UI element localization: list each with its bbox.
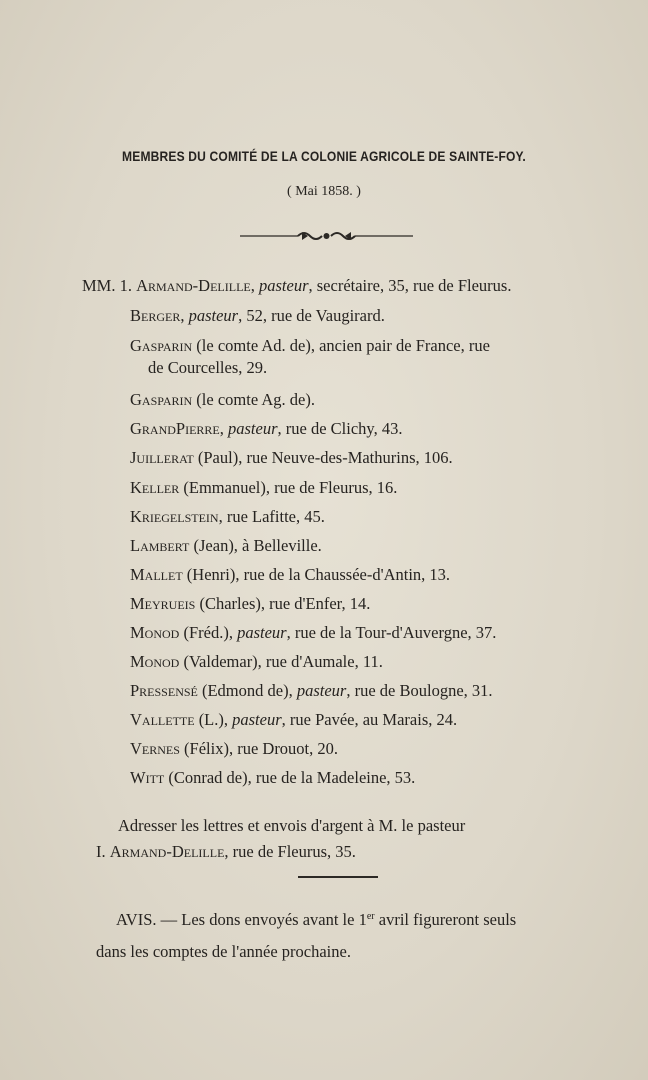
section-divider	[298, 876, 378, 878]
member-number: 1.	[119, 276, 132, 295]
member-name: Pressensé	[130, 681, 198, 700]
notice-text: — Les dons envoyés avant le 1	[156, 910, 367, 929]
member-role: pasteur	[232, 710, 282, 729]
member-address: (Henri), rue de la Chaussée-d'Antin, 13.	[186, 565, 451, 584]
member-name: Berger	[130, 306, 181, 325]
member-sep: ,	[218, 507, 227, 526]
member-address: , rue de Clichy, 43.	[277, 419, 403, 438]
member-entry	[130, 739, 338, 759]
address-note-line2	[96, 842, 582, 862]
member-entry	[82, 276, 511, 296]
member-name: Vernes	[130, 739, 180, 758]
page-date: ( Mai 1858. )	[287, 184, 361, 199]
member-sep: ,	[250, 276, 259, 295]
member-address: (Conrad de), rue de la Madeleine, 53.	[168, 768, 416, 787]
fleuron-ornament-icon	[240, 228, 413, 244]
member-name: Gasparin	[130, 336, 193, 355]
member-entry	[130, 652, 383, 672]
member-address: , secrétaire, 35, rue de Fleurus.	[308, 276, 512, 295]
member-name: Meyrueis	[130, 594, 196, 613]
member-name: Keller	[130, 478, 180, 497]
member-entry	[130, 419, 402, 439]
member-entry	[130, 536, 322, 556]
member-address: (Félix), rue Drouot, 20.	[184, 739, 339, 758]
member-address: (Paul), rue Neuve-des-Mathurins, 106.	[197, 448, 453, 467]
address-note-initial: I.	[96, 842, 106, 861]
page-title: MEMBRES DU COMITÉ DE LA COLONIE AGRICOLE DE SAINTE-FOY.	[122, 148, 526, 164]
member-sep: ,	[219, 419, 229, 438]
member-entry	[130, 448, 453, 468]
member-address-tail: , rue de Boulogne, 31.	[346, 681, 493, 700]
member-address: (le comte Ad. de), ancien pair de France, rue	[196, 336, 490, 355]
member-name: Vallette	[130, 710, 195, 729]
member-name: Witt	[130, 768, 165, 787]
member-role: pasteur	[237, 623, 287, 642]
member-sep: ,	[180, 306, 189, 325]
notice-line1	[116, 910, 602, 930]
member-name: Juillerat	[130, 448, 194, 467]
member-entry	[130, 336, 490, 356]
member-name: GrandPierre	[130, 419, 220, 438]
member-address: (le comte Ag. de).	[196, 390, 315, 409]
address-note-rest: , rue de Fleurus, 35.	[224, 842, 356, 861]
member-entry	[130, 478, 397, 498]
member-address-continued: de Courcelles, 29.	[148, 358, 268, 377]
member-address: (Charles), rue d'Enfer, 14.	[199, 594, 371, 613]
member-name: Monod	[130, 652, 180, 671]
member-entry	[130, 507, 325, 527]
notice-line2: dans les comptes de l'année prochaine.	[96, 942, 351, 961]
member-entry	[130, 306, 385, 326]
notice-superscript: er	[366, 911, 375, 922]
member-address: , 52, rue de Vaugirard.	[238, 306, 385, 325]
member-entry	[130, 710, 457, 730]
member-name: Monod	[130, 623, 180, 642]
member-name: Mallet	[130, 565, 183, 584]
member-name: Kriegelstein	[130, 507, 219, 526]
address-note-name: Armand-Delille	[109, 842, 225, 861]
member-address: (Fréd.),	[183, 623, 238, 642]
member-role: pasteur	[228, 419, 278, 438]
member-entry	[130, 390, 315, 410]
member-entry	[130, 594, 370, 614]
member-entry	[130, 681, 493, 701]
member-address: (Valdemar), rue d'Aumale, 11.	[183, 652, 383, 671]
member-address-tail: , rue Pavée, au Marais, 24.	[281, 710, 458, 729]
member-entry	[130, 623, 496, 643]
member-address: (L.),	[198, 710, 233, 729]
member-entry	[130, 565, 450, 585]
member-role: pasteur	[259, 276, 309, 295]
member-role: pasteur	[188, 306, 239, 325]
member-name: Gasparin	[130, 390, 193, 409]
member-name: Lambert	[130, 536, 190, 555]
member-name: Armand-Delille	[136, 276, 251, 295]
notice-label: AVIS.	[116, 910, 157, 929]
member-address: rue Lafitte, 45.	[226, 507, 325, 526]
member-address: (Emmanuel), rue de Fleurus, 16.	[183, 478, 398, 497]
member-entry	[130, 768, 415, 788]
member-address-tail: , rue de la Tour-d'Auvergne, 37.	[286, 623, 497, 642]
member-role: pasteur	[296, 681, 347, 700]
member-address: (Jean), à Belleville.	[193, 536, 322, 555]
members-prefix: MM.	[82, 276, 116, 295]
member-entry-continuation	[148, 358, 267, 378]
notice-text-cont: avril figureront seuls	[374, 910, 517, 929]
address-note-line1: Adresser les lettres et envois d'argent à M. le pasteur	[118, 816, 466, 835]
member-address: (Edmond de),	[201, 681, 297, 700]
